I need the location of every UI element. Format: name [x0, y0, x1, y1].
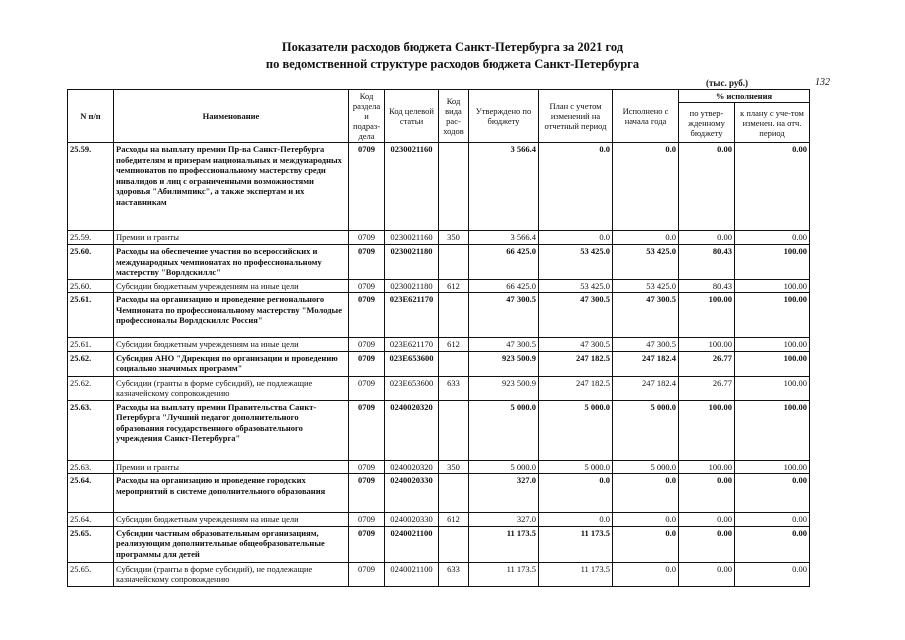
page-number: 132: [815, 77, 830, 88]
cell-name: Расходы на обеспечение участия во всероссийских и международных чемпионатах по профессиональному мастерству "Ворлдскиллс": [114, 245, 349, 280]
cell-approved: 5 000.0: [469, 400, 539, 460]
cell-approved: 66 425.0: [469, 279, 539, 293]
cell-name: Субсидии (гранты в форме субсидий), не подлежащие казначейскому сопровождению: [114, 562, 349, 586]
table-row: [68, 376, 810, 400]
header-pct-group: % исполнения: [679, 90, 810, 103]
cell-section: 0709: [349, 338, 385, 352]
table-row: [68, 474, 810, 513]
cell-expense-type: 612: [439, 513, 469, 527]
header-target-code: Код целевой статьи: [385, 90, 439, 143]
cell-target: 0230021160: [385, 143, 439, 231]
table-row: [68, 351, 810, 376]
cell-pct-approved: 0.00: [679, 231, 735, 245]
cell-pct-approved: 0.00: [679, 474, 735, 513]
cell-pct-approved: 0.00: [679, 562, 735, 586]
cell-executed: 0.0: [613, 562, 679, 586]
header-pct-plan: к плану с уче-том изменен. на отч. период: [735, 103, 810, 143]
header-expense-type-code: Код вида рас-ходов: [439, 90, 469, 143]
cell-num: 25.65.: [68, 562, 114, 586]
table-row: [68, 293, 810, 338]
cell-num: 25.65.: [68, 526, 114, 562]
cell-pct-plan: 100.00: [735, 351, 810, 376]
cell-name: Расходы на выплату премии Правительства Санкт-Петербурга "Лучший педагог дополнительного образования государственного образовательного учреждения Санкт-Петербурга": [114, 400, 349, 460]
cell-pct-plan: 100.00: [735, 400, 810, 460]
cell-name: Субсидии (гранты в форме субсидий), не подлежащие казначейскому сопровождению: [114, 376, 349, 400]
cell-num: 25.60.: [68, 279, 114, 293]
cell-section: 0709: [349, 474, 385, 513]
cell-approved: 923 500.9: [469, 351, 539, 376]
cell-name: Расходы на выплату премии Пр-ва Санкт-Петербурга победителям и призерам национальных и международных чемпионатов по профессиональному мастерству среди инвалидов и лиц с ограниченными возможностями здоровья "Абилимпикс", а также экспертам и их наставникам: [114, 143, 349, 231]
cell-pct-approved: 80.43: [679, 279, 735, 293]
cell-num: 25.59.: [68, 231, 114, 245]
cell-expense-type: [439, 400, 469, 460]
cell-name: Премии и гранты: [114, 231, 349, 245]
cell-expense-type: 633: [439, 562, 469, 586]
cell-executed: 0.0: [613, 474, 679, 513]
cell-executed: 53 425.0: [613, 279, 679, 293]
cell-pct-plan: 100.00: [735, 279, 810, 293]
cell-num: 25.62.: [68, 376, 114, 400]
cell-approved: 11 173.5: [469, 526, 539, 562]
cell-pct-approved: 26.77: [679, 376, 735, 400]
cell-pct-plan: 0.00: [735, 513, 810, 527]
table-row: [68, 400, 810, 460]
cell-plan: 47 300.5: [539, 293, 613, 338]
cell-target: 0230021160: [385, 231, 439, 245]
cell-section: 0709: [349, 376, 385, 400]
cell-executed: 47 300.5: [613, 338, 679, 352]
cell-plan: 247 182.5: [539, 376, 613, 400]
cell-section: 0709: [349, 460, 385, 474]
cell-pct-plan: 100.00: [735, 338, 810, 352]
cell-pct-plan: 100.00: [735, 376, 810, 400]
cell-name: Субсидии частным образовательным организациям, реализующим дополнительные общеобразовательные программы для детей: [114, 526, 349, 562]
cell-plan: 53 425.0: [539, 245, 613, 280]
document-title: Показатели расходов бюджета Санкт-Петербурга за 2021 год: [281, 40, 624, 54]
header-section-code: Код раздела и подраз-дела: [349, 90, 385, 143]
cell-target: 0240020320: [385, 400, 439, 460]
table-row: [68, 513, 810, 527]
cell-pct-plan: 0.00: [735, 474, 810, 513]
cell-expense-type: 612: [439, 279, 469, 293]
header-approved: Утверждено по бюджету: [469, 90, 539, 143]
cell-executed: 0.0: [613, 513, 679, 527]
cell-approved: 923 500.9: [469, 376, 539, 400]
cell-target: 023E653600: [385, 351, 439, 376]
cell-section: 0709: [349, 513, 385, 527]
cell-pct-plan: 100.00: [735, 293, 810, 338]
cell-num: 25.62.: [68, 351, 114, 376]
cell-section: 0709: [349, 143, 385, 231]
table-row: [68, 143, 810, 231]
cell-expense-type: [439, 245, 469, 280]
cell-plan: 0.0: [539, 474, 613, 513]
cell-section: 0709: [349, 293, 385, 338]
cell-pct-approved: 100.00: [679, 338, 735, 352]
cell-name: Субсидии бюджетным учреждениям на иные цели: [114, 513, 349, 527]
cell-section: 0709: [349, 351, 385, 376]
cell-pct-approved: 100.00: [679, 293, 735, 338]
cell-num: 25.63.: [68, 460, 114, 474]
cell-target: 023E621170: [385, 338, 439, 352]
cell-name: Субсидия АНО "Дирекция по организации и проведению социально значимых программ": [114, 351, 349, 376]
cell-expense-type: [439, 293, 469, 338]
cell-name: Субсидии бюджетным учреждениям на иные цели: [114, 279, 349, 293]
cell-pct-plan: 100.00: [735, 460, 810, 474]
cell-target: 0230021180: [385, 245, 439, 280]
cell-name: Премии и гранты: [114, 460, 349, 474]
cell-pct-plan: 0.00: [735, 526, 810, 562]
cell-num: 25.64.: [68, 474, 114, 513]
header-num: N п/п: [68, 90, 114, 143]
cell-target: 0240021100: [385, 526, 439, 562]
cell-name: Расходы на организацию и проведение регионального Чемпионата по профессиональному мастерству "Молодые профессионалы Ворлдскиллс Россия": [114, 293, 349, 338]
cell-target: 0230021180: [385, 279, 439, 293]
cell-num: 25.61.: [68, 338, 114, 352]
header-plan: План с учетом изменений на отчетный период: [539, 90, 613, 143]
cell-pct-plan: 0.00: [735, 231, 810, 245]
cell-executed: 247 182.4: [613, 376, 679, 400]
table-row: [68, 460, 810, 474]
cell-expense-type: 350: [439, 231, 469, 245]
cell-section: 0709: [349, 400, 385, 460]
document-subtitle: по ведомственной структуре расходов бюджета Санкт-Петербурга: [265, 57, 640, 71]
cell-target: 023E653600: [385, 376, 439, 400]
cell-section: 0709: [349, 526, 385, 562]
cell-approved: 327.0: [469, 513, 539, 527]
table-row: [68, 245, 810, 280]
cell-pct-approved: 100.00: [679, 460, 735, 474]
cell-executed: 0.0: [613, 231, 679, 245]
cell-expense-type: 612: [439, 338, 469, 352]
table-row: [68, 562, 810, 586]
cell-expense-type: [439, 526, 469, 562]
cell-approved: 327.0: [469, 474, 539, 513]
cell-expense-type: [439, 351, 469, 376]
cell-pct-approved: 0.00: [679, 526, 735, 562]
header-name: Наименование: [114, 90, 349, 143]
cell-target: 0240020320: [385, 460, 439, 474]
table-row: [68, 279, 810, 293]
cell-executed: 0.0: [613, 143, 679, 231]
cell-pct-approved: 26.77: [679, 351, 735, 376]
cell-pct-plan: 100.00: [735, 245, 810, 280]
cell-executed: 53 425.0: [613, 245, 679, 280]
unit-label: (тыс. руб.): [706, 78, 748, 88]
header-pct-approved: по утвер-жденному бюджету: [679, 103, 735, 143]
cell-approved: 3 566.4: [469, 231, 539, 245]
cell-target: 0240021100: [385, 562, 439, 586]
cell-pct-approved: 100.00: [679, 400, 735, 460]
cell-section: 0709: [349, 231, 385, 245]
cell-plan: 47 300.5: [539, 338, 613, 352]
cell-num: 25.63.: [68, 400, 114, 460]
cell-pct-plan: 0.00: [735, 143, 810, 231]
cell-name: Расходы на организацию и проведение городских мероприятий в системе дополнительного образования: [114, 474, 349, 513]
table-row: [68, 526, 810, 562]
table-row: [68, 338, 810, 352]
cell-section: 0709: [349, 279, 385, 293]
cell-executed: 5 000.0: [613, 460, 679, 474]
cell-expense-type: 350: [439, 460, 469, 474]
cell-section: 0709: [349, 245, 385, 280]
cell-plan: 0.0: [539, 143, 613, 231]
cell-approved: 47 300.5: [469, 338, 539, 352]
cell-num: 25.59.: [68, 143, 114, 231]
cell-plan: 11 173.5: [539, 562, 613, 586]
cell-executed: 247 182.4: [613, 351, 679, 376]
header-executed: Исполнено с начала года: [613, 90, 679, 143]
cell-approved: 5 000.0: [469, 460, 539, 474]
cell-executed: 5 000.0: [613, 400, 679, 460]
cell-expense-type: [439, 143, 469, 231]
cell-plan: 5 000.0: [539, 400, 613, 460]
cell-plan: 0.0: [539, 513, 613, 527]
table-body: [68, 143, 810, 587]
budget-table: [67, 89, 810, 587]
cell-executed: 47 300.5: [613, 293, 679, 338]
cell-plan: 247 182.5: [539, 351, 613, 376]
cell-approved: 3 566.4: [469, 143, 539, 231]
cell-plan: 53 425.0: [539, 279, 613, 293]
cell-name: Субсидии бюджетным учреждениям на иные цели: [114, 338, 349, 352]
cell-plan: 0.0: [539, 231, 613, 245]
cell-section: 0709: [349, 562, 385, 586]
cell-pct-plan: 0.00: [735, 562, 810, 586]
cell-pct-approved: 0.00: [679, 143, 735, 231]
cell-num: 25.61.: [68, 293, 114, 338]
cell-num: 25.60.: [68, 245, 114, 280]
cell-approved: 47 300.5: [469, 293, 539, 338]
cell-approved: 11 173.5: [469, 562, 539, 586]
table-row: [68, 231, 810, 245]
cell-pct-approved: 80.43: [679, 245, 735, 280]
cell-expense-type: 633: [439, 376, 469, 400]
cell-pct-approved: 0.00: [679, 513, 735, 527]
cell-target: 023E621170: [385, 293, 439, 338]
cell-executed: 0.0: [613, 526, 679, 562]
cell-target: 0240020330: [385, 474, 439, 513]
cell-plan: 11 173.5: [539, 526, 613, 562]
cell-plan: 5 000.0: [539, 460, 613, 474]
cell-expense-type: [439, 474, 469, 513]
cell-target: 0240020330: [385, 513, 439, 527]
cell-approved: 66 425.0: [469, 245, 539, 280]
cell-num: 25.64.: [68, 513, 114, 527]
